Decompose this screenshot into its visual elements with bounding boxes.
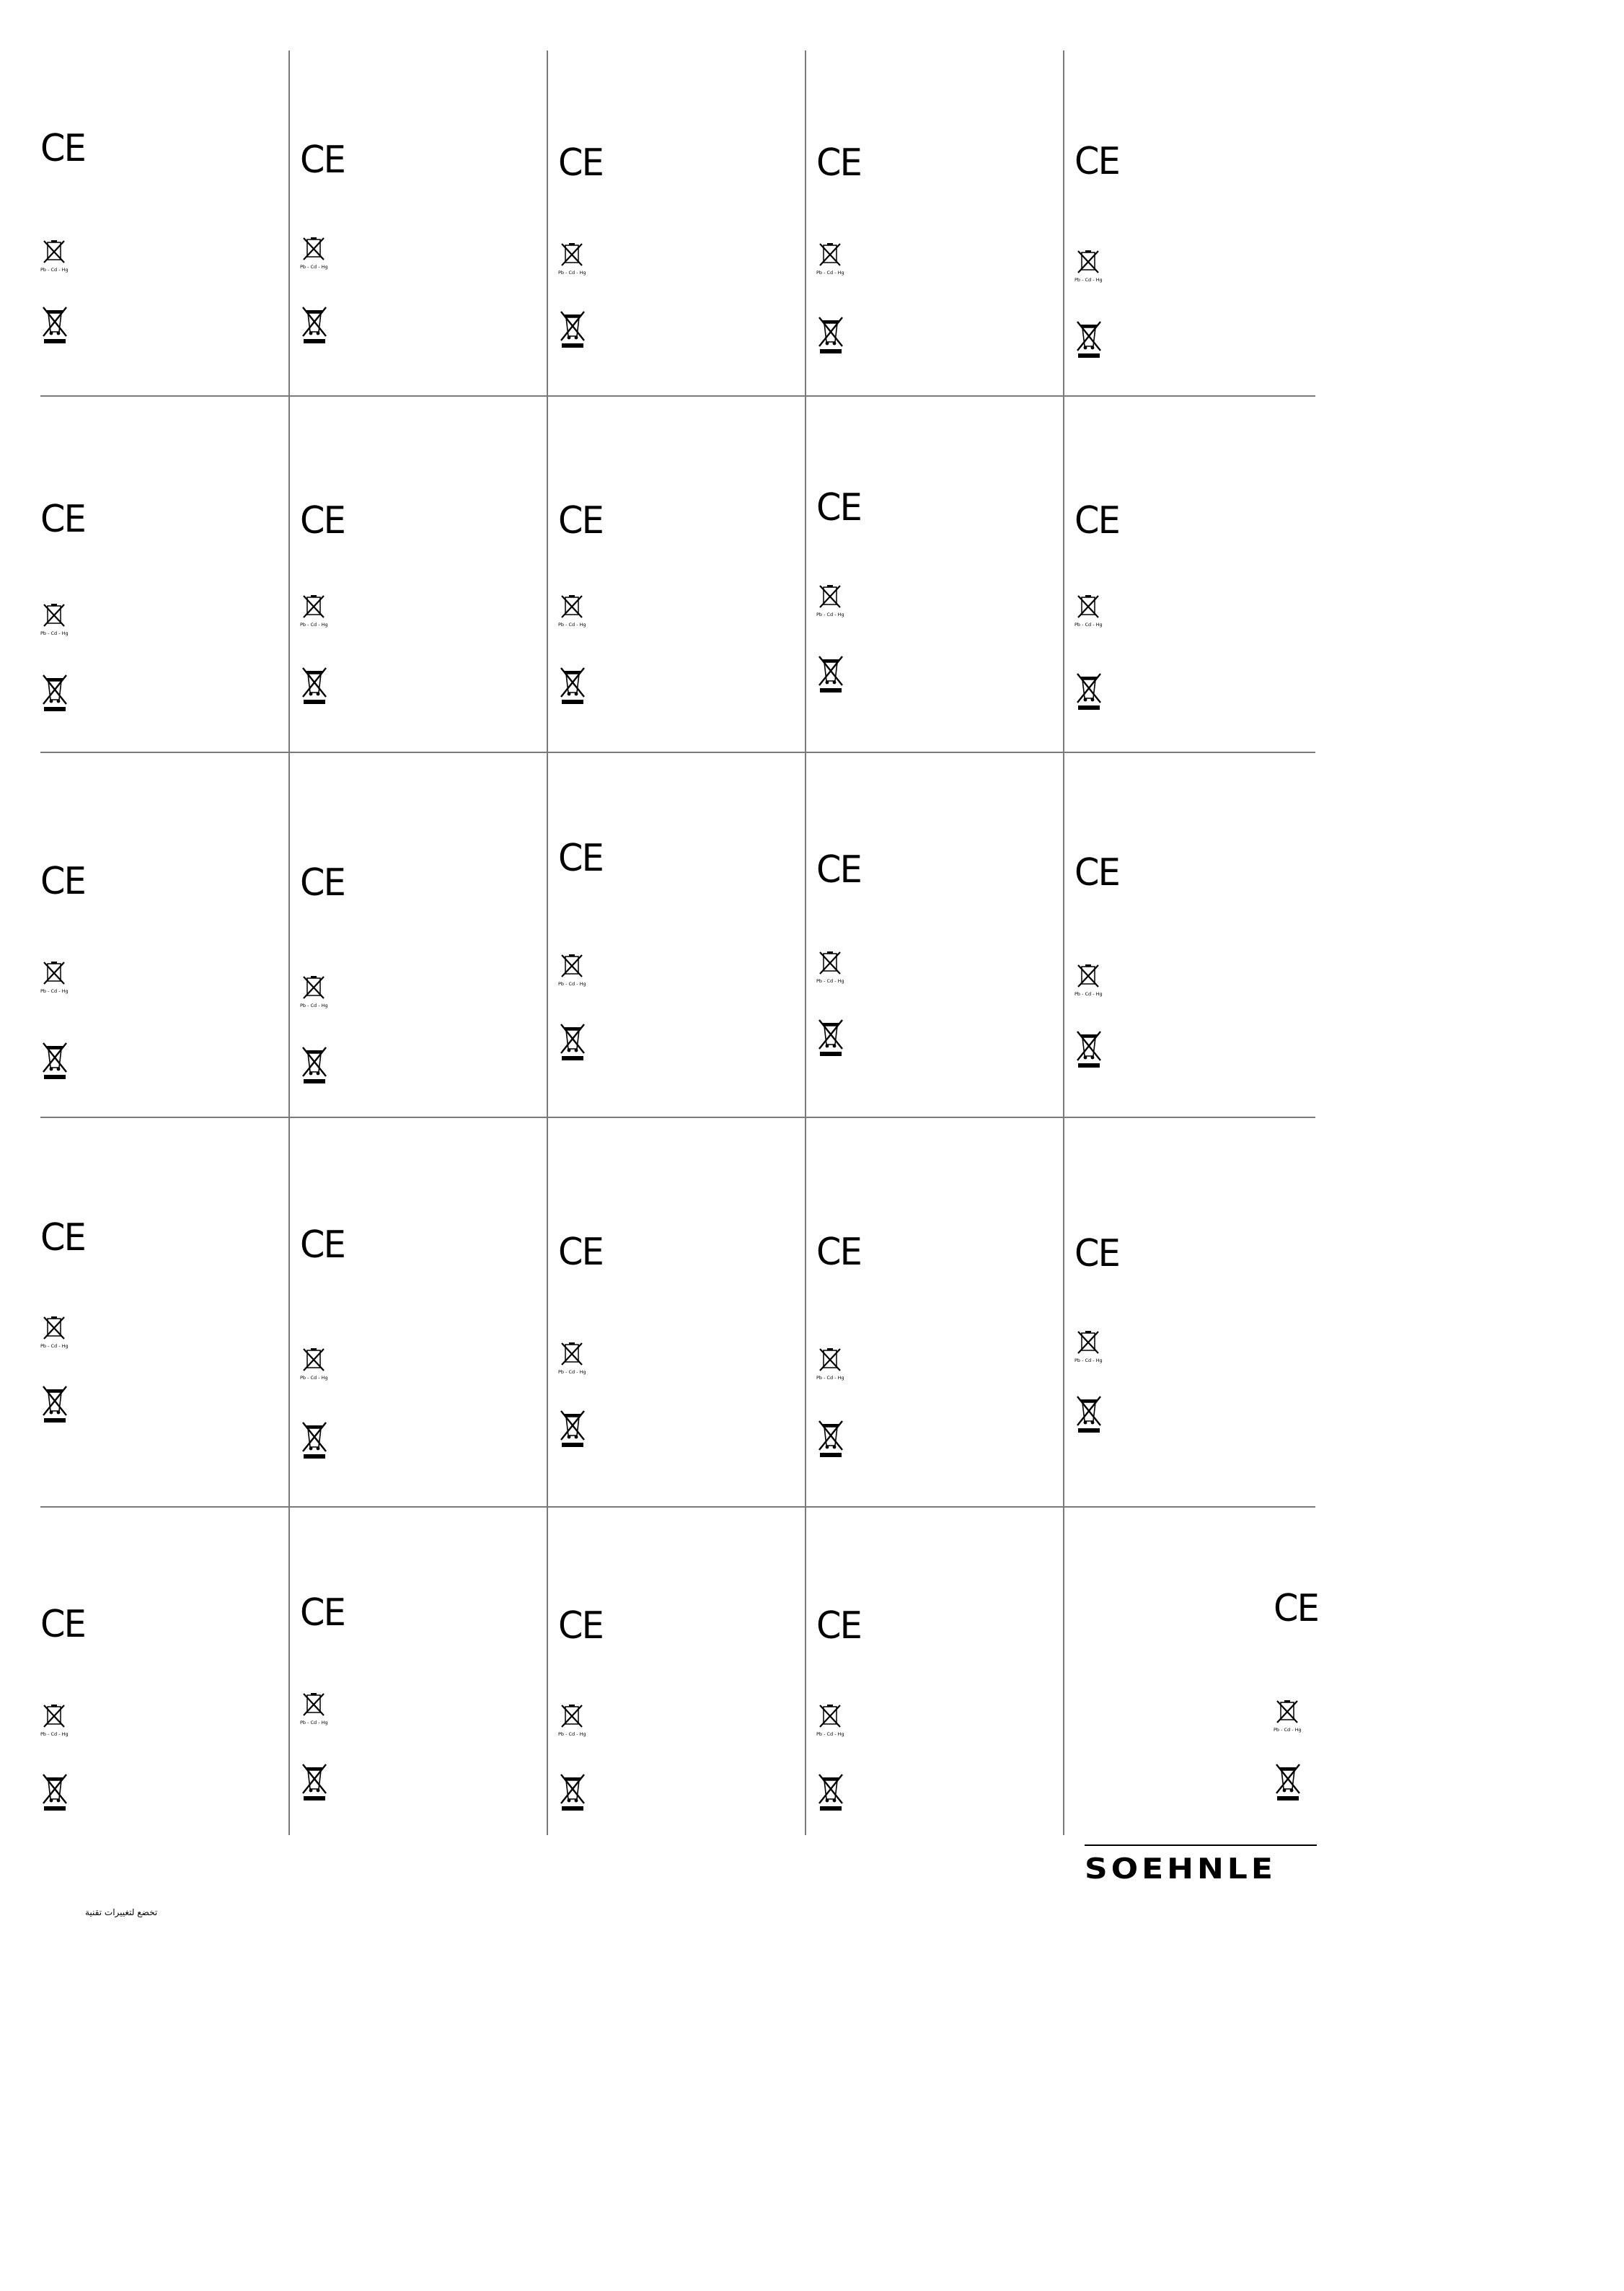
row-divider bbox=[40, 1506, 1315, 1508]
battery-disposal-icon bbox=[300, 593, 328, 628]
weee-bin-icon bbox=[301, 1043, 327, 1086]
weee-bin-icon bbox=[560, 1770, 586, 1813]
battery-disposal-icon bbox=[300, 974, 328, 1008]
battery-chemicals-label: Pb - Cd - Hg bbox=[40, 988, 69, 994]
weee-bin-icon bbox=[42, 1382, 68, 1425]
battery-chemicals-label: Pb - Cd - Hg bbox=[40, 630, 69, 636]
weee-bin-icon bbox=[42, 1039, 68, 1082]
ce-mark: CE bbox=[300, 499, 345, 542]
weee-bin-icon bbox=[818, 1417, 844, 1460]
battery-chemicals-label: Pb - Cd - Hg bbox=[558, 1731, 586, 1737]
ce-mark: CE bbox=[558, 1231, 603, 1274]
column-divider bbox=[288, 50, 290, 1835]
battery-disposal-icon bbox=[558, 593, 586, 628]
battery-chemicals-label: Pb - Cd - Hg bbox=[1074, 1358, 1103, 1363]
ce-mark: CE bbox=[1074, 140, 1119, 183]
weee-bin-icon bbox=[1076, 1392, 1102, 1435]
battery-disposal-icon bbox=[300, 1346, 328, 1381]
weee-bin-icon bbox=[560, 307, 586, 351]
battery-chemicals-label: Pb - Cd - Hg bbox=[816, 270, 844, 276]
ce-mark: CE bbox=[40, 860, 85, 903]
battery-chemicals-label: Pb - Cd - Hg bbox=[558, 981, 586, 987]
battery-chemicals-label: Pb - Cd - Hg bbox=[300, 1720, 328, 1725]
battery-disposal-icon bbox=[816, 1346, 844, 1381]
soehnle-logo: SOEHNLE bbox=[1085, 1852, 1276, 1886]
ce-mark: CE bbox=[816, 486, 861, 529]
battery-chemicals-label: Pb - Cd - Hg bbox=[1274, 1727, 1302, 1733]
battery-chemicals-label: Pb - Cd - Hg bbox=[300, 264, 328, 270]
battery-disposal-icon bbox=[40, 238, 69, 273]
ce-mark: CE bbox=[40, 1216, 85, 1259]
weee-bin-icon bbox=[560, 1407, 586, 1450]
battery-disposal-icon bbox=[300, 1691, 328, 1725]
ce-mark: CE bbox=[300, 1223, 345, 1267]
weee-bin-icon bbox=[560, 1020, 586, 1063]
ce-mark: CE bbox=[1074, 851, 1119, 894]
battery-disposal-icon bbox=[558, 1340, 586, 1375]
ce-mark: CE bbox=[300, 138, 345, 182]
battery-chemicals-label: Pb - Cd - Hg bbox=[300, 1003, 328, 1008]
ce-mark: CE bbox=[40, 498, 85, 541]
row-divider bbox=[40, 752, 1315, 753]
row-divider bbox=[40, 1117, 1315, 1118]
ce-mark: CE bbox=[558, 1604, 603, 1648]
ce-mark: CE bbox=[300, 861, 345, 905]
row-divider bbox=[40, 395, 1315, 397]
battery-chemicals-label: Pb - Cd - Hg bbox=[40, 1343, 69, 1349]
weee-bin-icon bbox=[818, 1770, 844, 1813]
weee-bin-icon bbox=[560, 664, 586, 707]
battery-chemicals-label: Pb - Cd - Hg bbox=[558, 1369, 586, 1375]
ce-mark: CE bbox=[1074, 499, 1119, 542]
battery-chemicals-label: Pb - Cd - Hg bbox=[1074, 277, 1103, 283]
weee-bin-icon bbox=[818, 652, 844, 695]
weee-bin-icon bbox=[1076, 669, 1102, 713]
battery-chemicals-label: Pb - Cd - Hg bbox=[40, 1731, 69, 1737]
battery-chemicals-label: Pb - Cd - Hg bbox=[40, 267, 69, 273]
weee-bin-icon bbox=[42, 303, 68, 346]
weee-bin-icon bbox=[301, 1418, 327, 1461]
battery-disposal-icon bbox=[816, 241, 844, 276]
battery-chemicals-label: Pb - Cd - Hg bbox=[1074, 991, 1103, 997]
weee-bin-icon bbox=[301, 664, 327, 707]
weee-bin-icon bbox=[1076, 1027, 1102, 1070]
battery-disposal-icon bbox=[558, 1702, 586, 1737]
ce-mark: CE bbox=[558, 837, 603, 880]
battery-disposal-icon bbox=[1074, 962, 1103, 997]
ce-mark: CE bbox=[816, 141, 861, 185]
weee-bin-icon bbox=[42, 671, 68, 714]
battery-disposal-icon bbox=[816, 583, 844, 617]
battery-chemicals-label: Pb - Cd - Hg bbox=[816, 1731, 844, 1737]
logo-rule bbox=[1085, 1844, 1317, 1846]
weee-bin-icon bbox=[818, 1016, 844, 1059]
column-divider bbox=[805, 50, 806, 1835]
battery-disposal-icon bbox=[300, 235, 328, 270]
battery-chemicals-label: Pb - Cd - Hg bbox=[300, 1375, 328, 1381]
battery-disposal-icon bbox=[816, 949, 844, 984]
battery-chemicals-label: Pb - Cd - Hg bbox=[558, 622, 586, 628]
column-divider bbox=[547, 50, 548, 1835]
battery-disposal-icon bbox=[40, 1702, 69, 1737]
ce-mark: CE bbox=[300, 1591, 345, 1635]
ce-mark: CE bbox=[558, 499, 603, 542]
battery-disposal-icon bbox=[40, 602, 69, 636]
ce-mark: CE bbox=[558, 141, 603, 185]
weee-bin-icon bbox=[818, 313, 844, 356]
weee-bin-icon bbox=[301, 303, 327, 346]
battery-disposal-icon bbox=[1074, 248, 1103, 283]
column-divider bbox=[1063, 50, 1064, 1835]
ce-mark: CE bbox=[816, 1231, 861, 1274]
battery-chemicals-label: Pb - Cd - Hg bbox=[558, 270, 586, 276]
battery-disposal-icon bbox=[558, 952, 586, 987]
battery-chemicals-label: Pb - Cd - Hg bbox=[816, 612, 844, 617]
battery-disposal-icon bbox=[40, 959, 69, 994]
ce-mark: CE bbox=[40, 1603, 85, 1646]
ce-mark: CE bbox=[1074, 1232, 1119, 1275]
battery-chemicals-label: Pb - Cd - Hg bbox=[816, 1375, 844, 1381]
ce-mark: CE bbox=[1274, 1587, 1318, 1630]
ce-mark: CE bbox=[40, 127, 85, 170]
technical-changes-note: تخضع لتغييرات تقنية bbox=[85, 1907, 158, 1917]
weee-bin-icon bbox=[301, 1760, 327, 1803]
weee-bin-icon bbox=[1275, 1760, 1301, 1803]
weee-bin-icon bbox=[42, 1770, 68, 1813]
battery-disposal-icon bbox=[1074, 593, 1103, 628]
weee-bin-icon bbox=[1076, 317, 1102, 361]
battery-disposal-icon bbox=[40, 1314, 69, 1349]
ce-mark: CE bbox=[816, 1604, 861, 1648]
battery-disposal-icon bbox=[558, 241, 586, 276]
battery-chemicals-label: Pb - Cd - Hg bbox=[816, 978, 844, 984]
ce-mark: CE bbox=[816, 848, 861, 892]
battery-disposal-icon bbox=[816, 1702, 844, 1737]
battery-chemicals-label: Pb - Cd - Hg bbox=[300, 622, 328, 628]
battery-chemicals-label: Pb - Cd - Hg bbox=[1074, 622, 1103, 628]
battery-disposal-icon bbox=[1074, 1329, 1103, 1363]
battery-disposal-icon bbox=[1274, 1698, 1302, 1733]
